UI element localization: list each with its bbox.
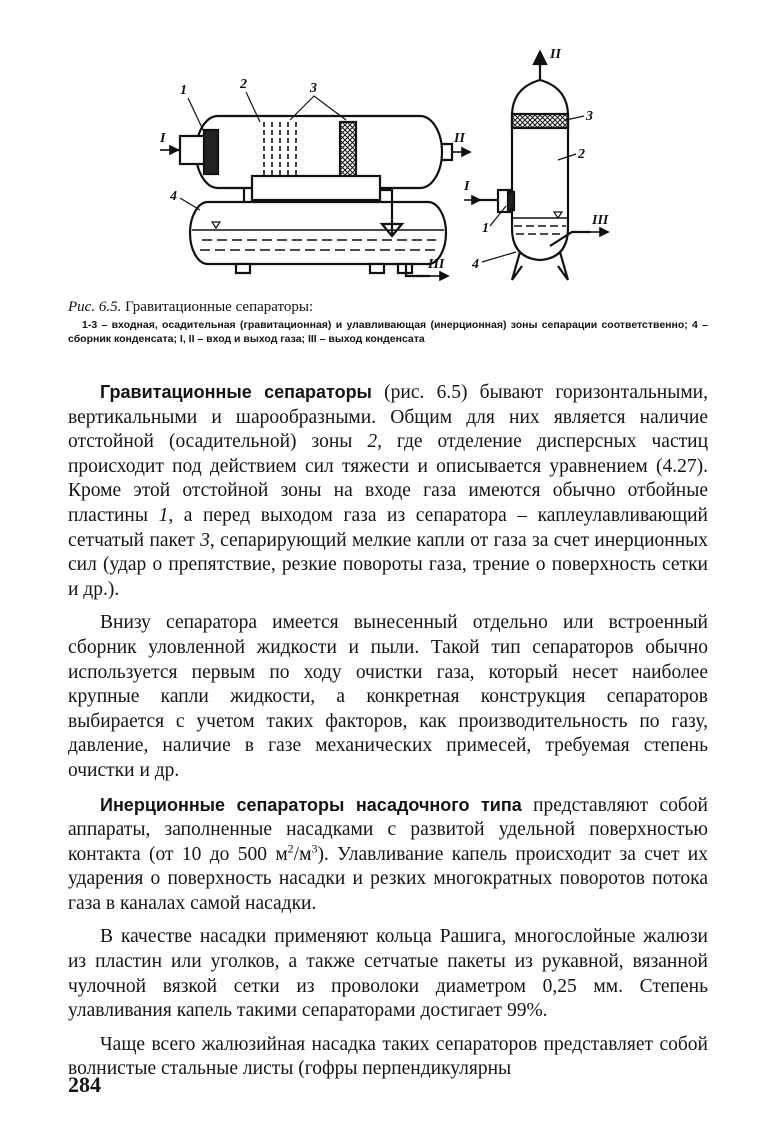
label-outlet: II	[454, 131, 465, 146]
outlet-nozzle	[442, 144, 452, 160]
paragraph-4: В качестве насадки применяют кольца Рашига, многослойные жалюзи из пластин или уголков, а также сетчатые пакеты из рукавной, вязанной чулочной вязкой сетки из проволоки диаметром 0,25 мм. Степень улавливания капель такими сепараторами достигает 99%.	[68, 926, 708, 1022]
v-label-drain: III	[592, 213, 609, 228]
paragraph-2: Внизу сепаратора имеется вынесенный отдельно или встроенный сборник уловленной жидкости и пыли. Такой тип сепараторов обычно используется первым по ходу очистки газа, который несет наиболее крупные капли жидкости, а конкретная конструкция сепараторов выбирается с учетом таких факторов, как производительность по газу, давление, наличие в газе механических примесей, требуемая степень очистки и др.	[68, 612, 708, 781]
body-text	[68, 380, 708, 1091]
figure-caption	[68, 298, 708, 346]
v-callout-1: 1	[482, 221, 489, 236]
label-inlet: I	[160, 131, 166, 146]
paragraph-3: Инерционные сепараторы насадочного типа представляют собой аппараты, заполненные насадками с развитой удельной поверхностью контакта (от 10 до 500 $м^2/м^3$). Улавливание капель происходит за счет их ударения о поверхность насадки и резких многократных поворотов потока газа в каналах самой насадки.	[68, 794, 708, 914]
term-gravity-separators: Гравитационные сепараторы	[100, 382, 372, 402]
v-callout-2: 2	[578, 147, 585, 162]
caption-label: Рис. 6.5.	[68, 299, 122, 315]
mesh-pack	[340, 122, 356, 184]
paragraph-5: Чаще всего жалюзийная насадка таких сепараторов представляет собой волнистые стальные листы (гофры перпендикулярны	[68, 1033, 708, 1080]
callout-1: 1	[180, 83, 187, 98]
deflector-plates	[204, 130, 218, 174]
inlet-nozzle	[180, 136, 206, 164]
settling-zone-lines	[264, 122, 296, 183]
caption-title	[68, 298, 708, 317]
v-callout-4: 4	[472, 257, 479, 272]
v-callout-3: 3	[586, 109, 593, 124]
separators-figure	[160, 40, 630, 290]
caption-title-text: Гравитационные сепараторы:	[125, 299, 314, 315]
vertical-vessel	[512, 80, 568, 260]
v-label-inlet: I	[464, 179, 470, 194]
vertical-mesh-pack	[512, 114, 568, 128]
caption-legend: 1-3 – входная, осадительная (гравитационная) и улавливающая (инерционная) зоны сепарации соответственно; 4 – сборник конденсата; I, II – вход и выход газа; III – выход конденсата	[68, 319, 708, 345]
v-label-outlet: II	[550, 47, 561, 62]
condensate-collector	[190, 202, 446, 264]
label-drain: III	[428, 257, 445, 272]
callout-4: 4	[170, 189, 177, 204]
callout-2: 2	[240, 77, 247, 92]
callout-3: 3	[310, 81, 317, 96]
paragraph-1: Гравитационные сепараторы (рис. 6.5) бывают горизонтальными, вертикальными и шарообразными. Общим для них является наличие отстойной (осадительной) зоны 2, где отделение дисперсных частиц происходит под действием сил тяжести и описывается уравнением (4.27). Кроме этой отстойной зоны на входе газа имеются обычно отбойные пластины 1, а перед выходом газа из сепаратора – каплеулавливающий сетчатый пакет 3, сепарирующий мелкие капли от газа за счет инерционных сил (удар о препятствие, резкие повороты газа, трение о поверхность сетки и др.).	[68, 382, 709, 600]
term-inertial-separators: Инерционные сепараторы насадочного типа	[100, 794, 522, 815]
page-number: 284	[68, 1072, 101, 1097]
